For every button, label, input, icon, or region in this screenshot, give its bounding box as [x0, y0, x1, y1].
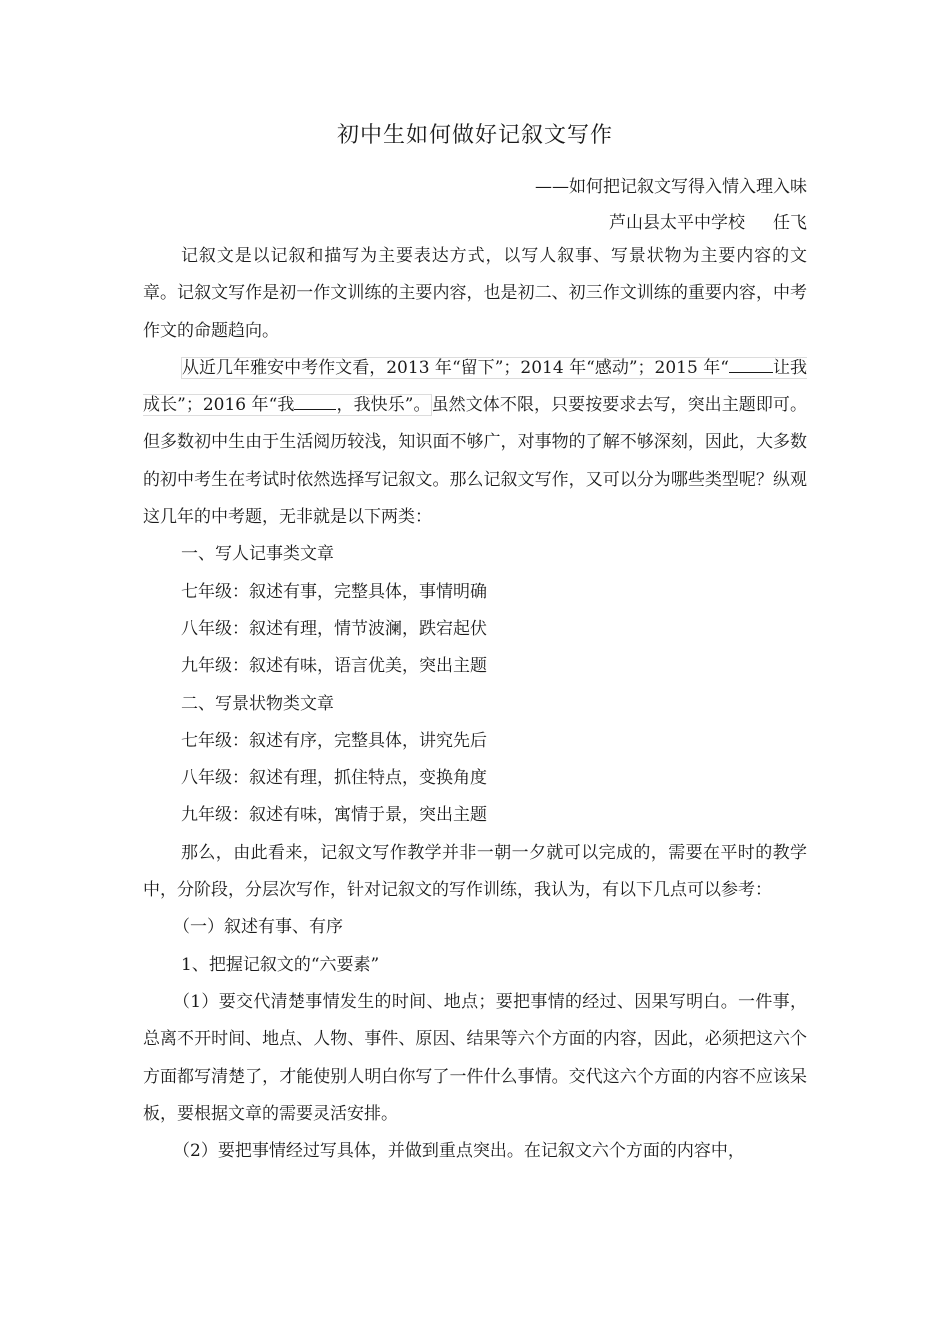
author-name: 任飞 — [773, 213, 807, 233]
highlighted-topics: 从近几年雅安中考作文看，2013 年“留下”；2014 年“感动”；2015 年“ 让我成长”；2016 年“我 ，我快乐”。 — [143, 357, 807, 416]
section-heading: （一）叙述有事、有序 — [173, 917, 343, 938]
topics-paragraph: 从近几年雅安中考作文看，2013 年“留下”；2014 年“感动”；2015 年“ 让我成长”；2016 年“我 ，我快乐”。虽然文体不限，只要按要求去写，突出主题即可。但多数初中生由于生活阅历较浅，知识面不够广，对事物的了解不够深刻，因此，大多数的初中考生在考试时依然选择写记叙文。那么记叙文写作，又可以分为哪些类型呢？纵观这几年的中考题，无非就是以下两类： — [143, 350, 807, 536]
sub-paragraph: （1）要交代清楚事情发生的时间、地点；要把事情的经过、因果写明白。一件事，总离不开时间、地点、人物、事件、原因、结果等六个方面的内容，因此，必须把这六个方面都写清楚了，才能使别人明白你写了一件什么事情。交代这六个方面的内容不应该呆板，要根据文章的需要灵活安排。 — [143, 991, 807, 1124]
list-item: 八年级：叙述有理，情节波澜，跌宕起伏 — [181, 618, 487, 639]
author-line — [609, 208, 807, 233]
author-school: 芦山县太平中学校 — [609, 213, 745, 233]
list-item: 八年级：叙述有理，抓住特点，变换角度 — [181, 768, 487, 789]
blank-line — [294, 391, 336, 410]
list-item: 九年级：叙述有味，语言优美，突出主题 — [181, 656, 487, 677]
article-body — [143, 238, 807, 1170]
category-heading: 二、写景状物类文章 — [181, 693, 334, 714]
conclusion-paragraph: 那么，由此看来，记叙文写作教学并非一朝一夕就可以完成的，需要在平时的教学中，分阶段，分层次写作，针对记叙文的写作训练，我认为，有以下几点可以参考： — [143, 842, 807, 901]
category-heading: 一、写人记事类文章 — [181, 544, 334, 565]
sub-paragraph: （2）要把事情经过写具体，并做到重点突出。在记叙文六个方面的内容中， — [173, 1141, 745, 1162]
subtitle: ——如何把记叙文写得入情入理入味 — [535, 177, 807, 197]
list-item: 七年级：叙述有事，完整具体，事情明确 — [181, 581, 487, 602]
intro-paragraph: 记叙文是以记叙和描写为主要表达方式，以写人叙事、写景状物为主要内容的文章。记叙文写作是初一作文训练的主要内容，也是初二、初三作文训练的重要内容，中考作文的命题趋向。 — [143, 246, 807, 341]
point-heading: 1、把握记叙文的“六要素” — [181, 954, 380, 975]
list-item: 九年级：叙述有味，寓情于景，突出主题 — [181, 805, 487, 826]
page-title: 初中生如何做好记叙文写作 — [336, 123, 613, 148]
blank-line — [729, 354, 773, 373]
list-item: 七年级：叙述有序，完整具体，讲究先后 — [181, 730, 487, 751]
